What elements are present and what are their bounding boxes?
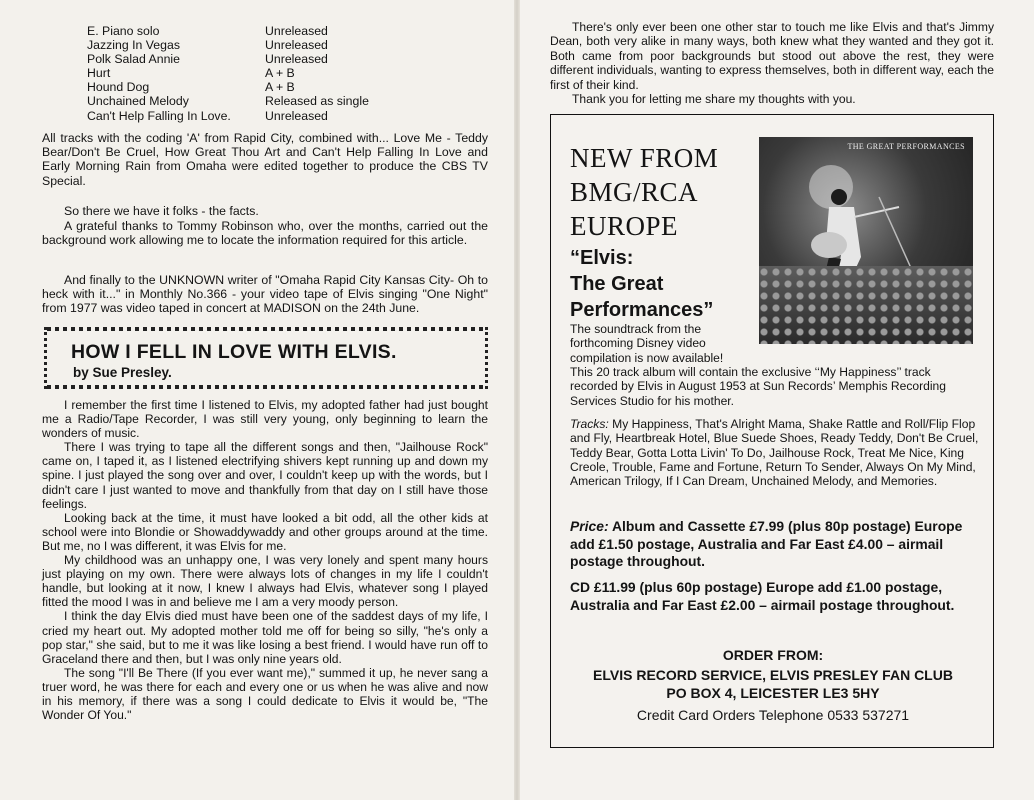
intro-paragraph: There's only ever been one other star to touch me like Elvis and that's Jimmy Dean, both very alike in many ways, both knew what they wanted and they got it. Both came from poor backgrounds but stood out above the rest, they were different individuals, wanting to express themselves, both in different way, each the first of their kind. xyxy=(550,20,994,92)
crowd-image xyxy=(759,266,973,344)
article-byline: by Sue Presley. xyxy=(73,365,172,380)
article-paragraph: I remember the first time I listened to Elvis, my adopted father had just bought me a Radio/Tape Recorder, I was still very young, only beginning to learn the wonders of music. xyxy=(42,398,488,441)
track-status: Unreleased xyxy=(265,24,328,38)
track-title: Polk Salad Annie xyxy=(87,52,180,67)
track-row xyxy=(87,80,387,94)
ad-album-title-line: The Great xyxy=(570,273,664,295)
track-title: Unchained Melody xyxy=(87,94,189,109)
paragraph-tracks-coding: All tracks with the coding 'A' from Rapid City, combined with... Love Me - Teddy Bear/Don't Be Cruel, How Great Thou Art and Can't Help Falling In Love and Early Morning Rain from Omaha were edited together to produce the CBS TV Special. xyxy=(42,131,488,188)
ad-album-title-line: “Elvis: xyxy=(570,247,634,269)
album-cover-text: THE GREAT PERFORMANCES xyxy=(847,142,965,151)
ad-blurb-album: This 20 track album will contain the exclusive ‘‘My Happiness’’ track recorded by Elvis in August 1953 at Sun Records’ Memphis Recording Services Studio for his mother. xyxy=(570,365,946,408)
intro-paragraph: Thank you for letting me share my thoughts with you. xyxy=(572,92,856,107)
track-status: Unreleased xyxy=(265,38,328,53)
ad-headline xyxy=(570,141,718,243)
article-paragraph: Looking back at the time, it must have looked a bit odd, all the other kids at school were into Blondie or Showaddywaddy and other groups around at the time. But me, no I was different, it was Elvis for me. xyxy=(42,510,488,553)
article-paragraph: My childhood was an unhappy one, I was very lonely and spent many hours just playing on my own. There were always lots of changes in my life I couldn't handle, but looking at it now, I knew I always had Elvis, whatever song I played fitted the mood I was in and believe me I am a very moody person. xyxy=(42,553,488,610)
article-body xyxy=(42,398,488,722)
track-status: A + B xyxy=(265,66,295,81)
track-row xyxy=(87,52,387,66)
album-cover-image xyxy=(759,137,973,344)
track-row xyxy=(87,24,387,38)
ad-album-title-line: Performances” xyxy=(570,299,714,321)
ad-order-address-2: PO BOX 4, LEICESTER LE3 5HY xyxy=(666,685,880,701)
article-title: HOW I FELL IN LOVE WITH ELVIS. xyxy=(71,341,397,363)
track-title: Can't Help Falling In Love. xyxy=(87,108,231,123)
ad-cd-price: CD £11.99 (plus 60p postage) Europe add £1.00 postage, Australia and Far East £2.00 – airmail postage throughout. xyxy=(570,579,955,613)
track-row xyxy=(87,66,387,80)
ad-phone: Credit Card Orders Telephone 0533 537271 xyxy=(636,707,910,723)
ad-price-text: Album and Cassette £7.99 (plus 80p postage) Europe add £1.50 postage, Australia and Far East £4.00 – airmail postage throughout. xyxy=(570,518,963,569)
track-list xyxy=(87,24,387,123)
track-row xyxy=(87,38,387,52)
track-row xyxy=(87,109,387,123)
article-paragraph: I think the day Elvis died must have been one of the saddest days of my life, I cried my heart out. My adopted mother told me off for being so silly, "he's only a pop star," she said, but to me it was like losing a best friend. I would have run off to Graceland there and then, but I was only nine years old. xyxy=(42,609,488,666)
ad-order-heading: ORDER FROM: xyxy=(722,647,824,663)
track-title: Hound Dog xyxy=(87,80,150,95)
article-paragraph: The song "I'll Be There (If you ever want me)," summed it up, he never sang a truer word, he was there for each and every one or us when he was alive and now in his memory, if there was a song I could dedicate to Elvis it would be, "The Wonder Of You." xyxy=(42,665,488,723)
article-title-box xyxy=(44,327,488,389)
track-status: Released as single xyxy=(265,94,369,109)
ad-price xyxy=(570,518,980,571)
track-status: A + B xyxy=(265,80,295,95)
ad-blurb-soundtrack: The soundtrack from the forthcoming Disney video compilation is now available! xyxy=(570,322,724,365)
track-status: Unreleased xyxy=(265,108,328,123)
right-intro xyxy=(550,20,994,106)
ad-tracks-text: My Happiness, That's Alright Mama, Shake Rattle and Roll/Flip Flop and Fly, Heartbreak Hotel, Blue Suede Shoes, Ready Teddy, Don't Be Cruel, Teddy Bear, Gotta Lotta Livin' To Do, Jailhouse Rock, Treat Me Nice, King Creole, Trouble, Fame and Fortune, Return To Sender, Always On My Mind, American Trilogy, If I Can Dream, Unchained Melody, and Memories. xyxy=(570,417,979,489)
track-title: E. Piano solo xyxy=(87,24,160,38)
ad-tracks-label: Tracks: xyxy=(570,417,609,431)
ad-album-title xyxy=(570,245,713,323)
ad-headline-line: NEW FROM xyxy=(570,143,719,173)
bmg-rca-advert xyxy=(550,114,994,748)
article-paragraph: There I was trying to tape all the different songs and then, "Jailhouse Rock" came on, I taped it, as I listened electrifying shivers kept running up and down my spine. I just played the song over and over, I couldn't keep up with the words, but I didn't care I just wanted to move and thankfully from that day on I still have those feelings. xyxy=(42,440,488,511)
ad-headline-line: EUROPE xyxy=(570,211,679,241)
ad-tracks xyxy=(570,417,980,488)
paragraph-facts: So there we have it folks - the facts. xyxy=(64,204,259,218)
ad-price-label: Price: xyxy=(570,518,609,534)
track-title: Jazzing In Vegas xyxy=(87,38,180,53)
ad-order-address-1: ELVIS RECORD SERVICE, ELVIS PRESLEY FAN CLUB xyxy=(593,667,953,683)
track-row xyxy=(87,94,387,108)
page-gutter xyxy=(514,0,520,800)
track-title: Hurt xyxy=(87,66,111,81)
track-status: Unreleased xyxy=(265,52,328,67)
ad-headline-line: BMG/RCA xyxy=(570,177,699,207)
paragraph-thanks: A grateful thanks to Tommy Robinson who, over the months, carried out the background work allowing me to locate the information required for this article. xyxy=(42,219,488,248)
paragraph-unknown-writer: And finally to the UNKNOWN writer of "Omaha Rapid City Kansas City- Oh to heck with it..." in Monthly No.366 - your video tape of Elvis singing "One Night" from 1977 was video taped in concert at MADISON on the 24th June. xyxy=(42,273,488,316)
